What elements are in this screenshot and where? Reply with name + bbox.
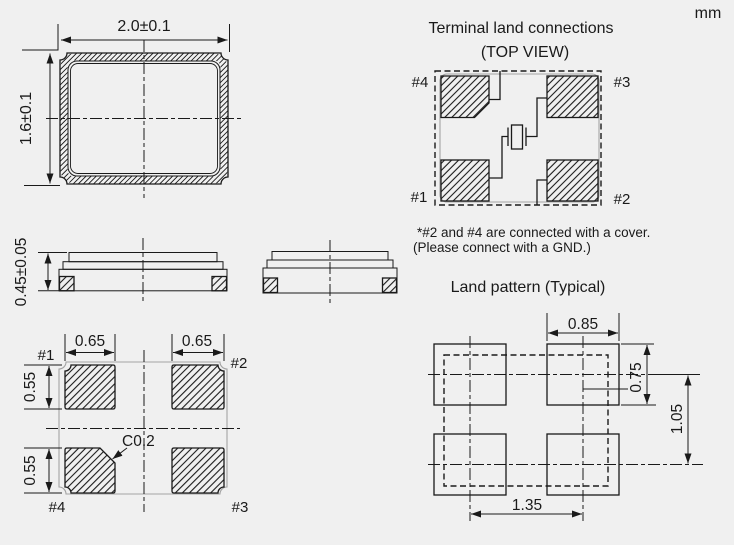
units-label: mm [694, 5, 722, 22]
bottom-view-pad-2 [172, 365, 224, 409]
land-pattern-vertical-pitch-label: 1.05 [669, 403, 686, 435]
land-pattern-pad-height-label: 0.75 [628, 362, 645, 393]
bottom-view-chamfer-callout [113, 433, 155, 459]
land-pattern-horizontal-pitch-label: 1.35 [511, 497, 543, 514]
crystal-symbol [489, 98, 547, 178]
bottom-view-pad-width-right-label: 0.65 [181, 333, 213, 350]
bottom-view-pad-width-left-label: 0.65 [74, 333, 106, 350]
terminal-pin3-label: #3 [613, 74, 631, 91]
top-view-width-dimension [22, 18, 230, 52]
terminal-pad-3 [547, 76, 598, 118]
terminal-note-line2: (Please connect with a GND.) [413, 240, 591, 255]
side-view-height-dim-label: 0.45±0.05 [13, 237, 30, 307]
crystal-body [512, 125, 523, 149]
terminal-land-diagram [411, 20, 651, 255]
terminal-note-line1: *#2 and #4 are connected with a cover. [417, 225, 651, 240]
terminal-title: Terminal land connections [428, 20, 614, 37]
bottom-view [22, 333, 248, 516]
crystal-trace-pin1 [489, 137, 508, 179]
land-pattern-horizontal-pitch-dimension [471, 497, 582, 514]
terminal-subtitle: (TOP VIEW) [480, 44, 570, 61]
bottom-view-pad-1 [65, 365, 115, 409]
crystal-trace-pin3 [526, 98, 547, 137]
top-view [18, 18, 242, 198]
terminal-pad-2 [547, 160, 598, 201]
bottom-view-pad-height-top-label: 0.55 [22, 371, 39, 403]
terminal-pad-1 [441, 160, 489, 201]
land-pattern-title: Land pattern (Typical) [450, 279, 606, 296]
terminal-cover-trace-pin2 [537, 180, 547, 205]
terminal-cover-trace-pin4 [489, 71, 500, 100]
terminal-pad-4 [441, 76, 489, 118]
side-view-short-pad-left [264, 278, 278, 293]
side-view-short-pad-right [383, 278, 397, 293]
bottom-view-pad-4 [65, 448, 115, 493]
terminal-pin1-label: #1 [410, 189, 428, 206]
side-view-long-pad-left [60, 277, 75, 291]
top-view-height-dimension [18, 54, 60, 186]
top-view-height-dim-label: 1.6±0.1 [18, 91, 35, 146]
bottom-view-pin1-label: #1 [37, 347, 55, 364]
top-view-width-dim-label: 2.0±0.1 [117, 18, 171, 35]
land-pattern-vertical-pitch-dimension [655, 375, 700, 464]
terminal-pin2-label: #2 [613, 191, 631, 208]
side-view-long-pad-right [212, 277, 227, 291]
bottom-view-pin2-label: #2 [230, 355, 248, 372]
side-view-short [263, 240, 397, 305]
land-pattern-pad-width-label: 0.85 [567, 316, 599, 333]
terminal-pin4-label: #4 [411, 74, 429, 91]
bottom-view-chamfer-label: C0.2 [122, 433, 155, 450]
bottom-view-pad-3 [172, 448, 224, 493]
bottom-view-pin3-label: #3 [231, 499, 249, 516]
land-pattern-diagram [428, 279, 703, 521]
bottom-view-pad-height-bottom-label: 0.55 [22, 455, 39, 486]
side-view-long [13, 238, 227, 307]
bottom-view-pin4-label: #4 [48, 499, 66, 516]
